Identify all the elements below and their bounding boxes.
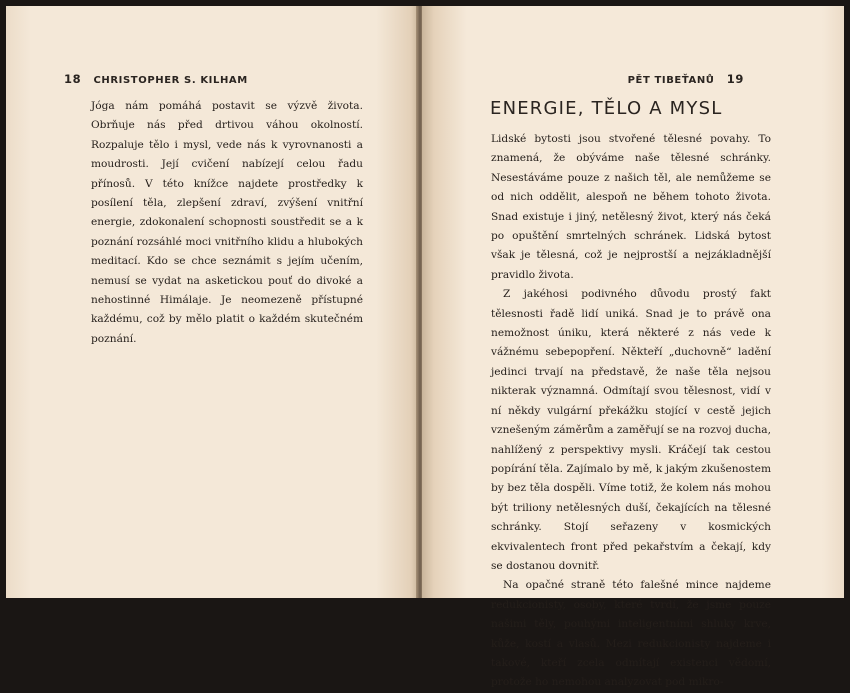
- paragraph: Jóga nám pomáhá postavit se výzvě života. Obrňuje nás před drtivou váhou okolností. Rozpaluje tělo i mysl, vede nás k vyrovnanosti a moudrosti. Její cvičení nabízejí celou řadu přínosů. V této knížce najdete prostředky k posílení těla, zlepšení zdraví, zvýšení vnitřní energie, zdokonalení schopnosti soustředit se a k poznání rozsáhlé moci vnitřního klidu a hlubokých meditací. Kdo se chce seznámit s jejím učením, nemusí se vydat na asketickou pouť do divoké a nehostinné Himálaje. Je neomezeně přístupné každému, což by mělo platit o každém skutečném poznání.: [91, 100, 363, 345]
- paragraph: Lidské bytosti jsou stvořené tělesné povahy. To znamená, že obýváme naše tělesné schránky. Nesestáváme pouze z našich těl, ale nemůžeme se od nich oddělit, alespoň ne během tohoto života. Snad existuje i jiný, netělesný život, který nás čeká po opuštění smrtelných schránek. Lidská bytost však je tělesná, což je nejprostší a nejzákladnější pravidlo života.: [491, 133, 771, 281]
- right-body-text: [491, 130, 771, 693]
- page-number: 19: [726, 72, 744, 86]
- author-name: CHRISTOPHER S. KILHAM: [93, 75, 248, 86]
- page-number: 18: [64, 72, 82, 86]
- left-body-text: [91, 97, 363, 349]
- paragraph: Z jakéhosi podivného důvodu prostý fakt tělesnosti řadě lidí uniká. Snad je to právě ona nemožnost úniku, která některé z nás vede k vážnému sebepopření. Někteří „duchovně“ ladění jedinci trvají na představě, že naše těla nejsou nikterak významná. Odmítají svou tělesnost, vidí v ní někdy vulgární překážku stojící v cestě jejich vznešeným záměrům a zaměřují se na rozvoj ducha, nahlížený z perspektivy mysli. Kráčejí tak cestou popírání těla. Zajímalo by mě, k jakým zkušenostem by bez těla dospěli. Víme totiž, že kolem nás mohou být triliony netělesných duší, čekajících na tělesné schránky. Stojí seřazeny v kosmických ekvivalentech front před pekařstvím a čekají, kdy se dostanou dovnitř.: [491, 288, 771, 572]
- open-book: [6, 6, 844, 689]
- paragraph: Na opačné straně této falešné mince najdeme redukcionisty, osoby, které tvrdí, že jsme pouze našimi těly, pouhými inteligentními shluky krve, kůže, kostí a vlasů. Mezi redukcionisty najdeme i takové, kteří zcela odmítají existenci vědomí, protože ho nemohou analyzovat pod mikro-: [491, 579, 771, 689]
- chapter-title: ENERGIE, TĚLO A MYSL: [490, 98, 723, 119]
- left-page: [6, 6, 418, 598]
- running-head-right: [628, 72, 744, 86]
- book-title: PĚT TIBEŤANŮ: [627, 75, 715, 86]
- running-head-left: [64, 72, 248, 86]
- right-page: [422, 6, 844, 689]
